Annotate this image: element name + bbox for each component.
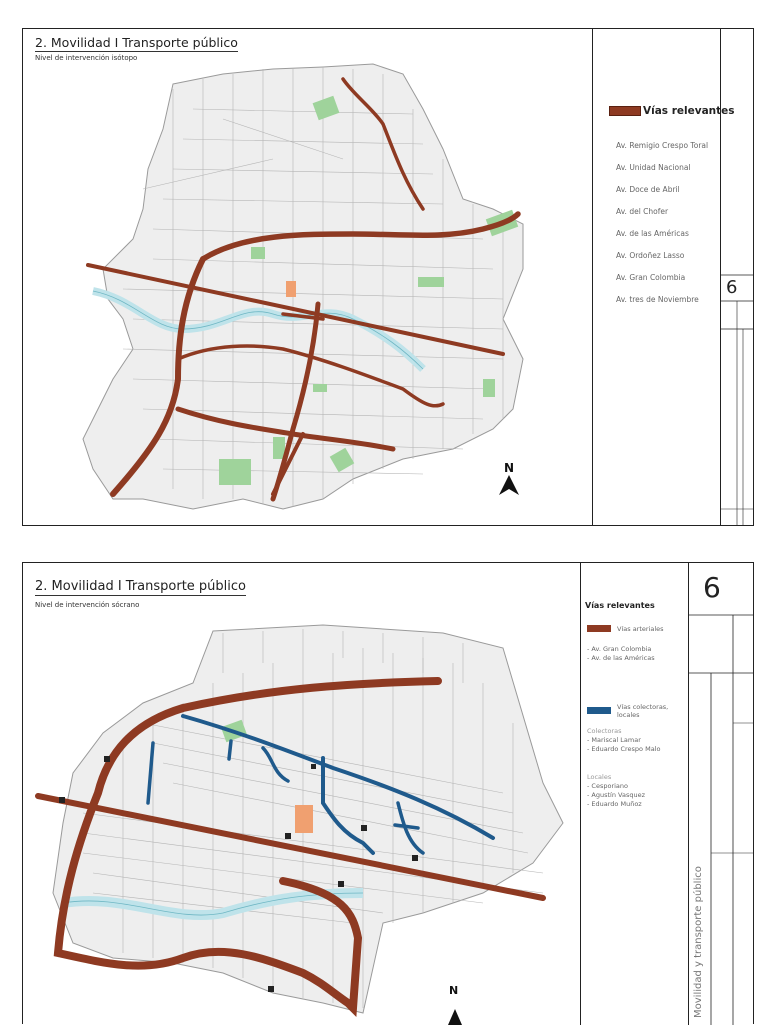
legend-heading: Vías relevantes — [585, 601, 655, 610]
map-sheet-socrano — [22, 562, 754, 1024]
legend — [583, 563, 693, 1025]
local-group: Locales — [587, 773, 612, 781]
legend-item: Av. de las Américas — [616, 229, 689, 238]
vertical-title: Movilidad y transporte público — [693, 866, 704, 1018]
city-map — [23, 29, 592, 525]
legend-heading — [609, 105, 735, 117]
plaza — [286, 281, 296, 297]
legend-heading-label: Vías relevantes — [643, 105, 735, 117]
legend-item: Av. Gran Colombia — [616, 273, 686, 282]
legend-item: - Agustín Vasquez — [587, 791, 645, 799]
north-arrow — [499, 475, 519, 495]
park — [418, 277, 444, 287]
legend — [601, 29, 735, 525]
north-label: N — [449, 984, 459, 997]
map-title: 2. Movilidad I Transporte público — [35, 35, 238, 50]
legend-item: Av. tres de Noviembre — [616, 295, 699, 304]
collector-swatch — [587, 707, 611, 714]
arterial-swatch — [609, 106, 641, 116]
legend-item: Av. del Chofer — [616, 207, 669, 216]
legend-item: - Eduardo Muñoz — [587, 800, 642, 808]
legend-item: - Mariscal Lamar — [587, 736, 641, 744]
park — [251, 247, 265, 259]
legend-item: Av. Unidad Nacional — [616, 163, 691, 172]
legend-item: - Cesporiano — [587, 782, 628, 790]
legend-item: Av. Ordoñez Lasso — [616, 251, 685, 260]
map-title: 2. Movilidad I Transporte público — [35, 579, 247, 594]
legend-item: - Av. Gran Colombia — [587, 645, 652, 653]
title-block — [688, 563, 753, 1025]
park — [219, 459, 251, 485]
arterial-label: Vías arteriales — [617, 625, 664, 633]
legend-item: - Eduardo Crespo Malo — [587, 745, 661, 753]
map-area — [23, 29, 593, 525]
collector-label: Vías colectoras, locales — [617, 703, 669, 719]
north-label: N — [504, 461, 515, 475]
north-arrow — [448, 1009, 462, 1025]
park — [313, 384, 327, 392]
map-area — [23, 563, 581, 1025]
legend-item: - Av. de las Américas — [587, 654, 655, 662]
map-sheet-isotopo — [22, 28, 754, 526]
map-subtitle: Nivel de intervención isótopo — [35, 54, 138, 62]
legend-item: Av. Doce de Abril — [616, 185, 680, 194]
city-map-detail — [23, 563, 580, 1025]
title-block — [720, 29, 753, 525]
plaza — [295, 805, 313, 833]
collector-group: Colectoras — [587, 727, 622, 735]
park — [483, 379, 495, 397]
sheet-number: 6 — [726, 277, 738, 298]
arterial-swatch — [587, 625, 611, 632]
legend-item: Av. Remigio Crespo Toral — [616, 141, 709, 150]
urban-area — [83, 64, 523, 509]
sheet-number: 6 — [703, 571, 721, 604]
map-subtitle: Nivel de intervención sócrano — [35, 601, 140, 609]
